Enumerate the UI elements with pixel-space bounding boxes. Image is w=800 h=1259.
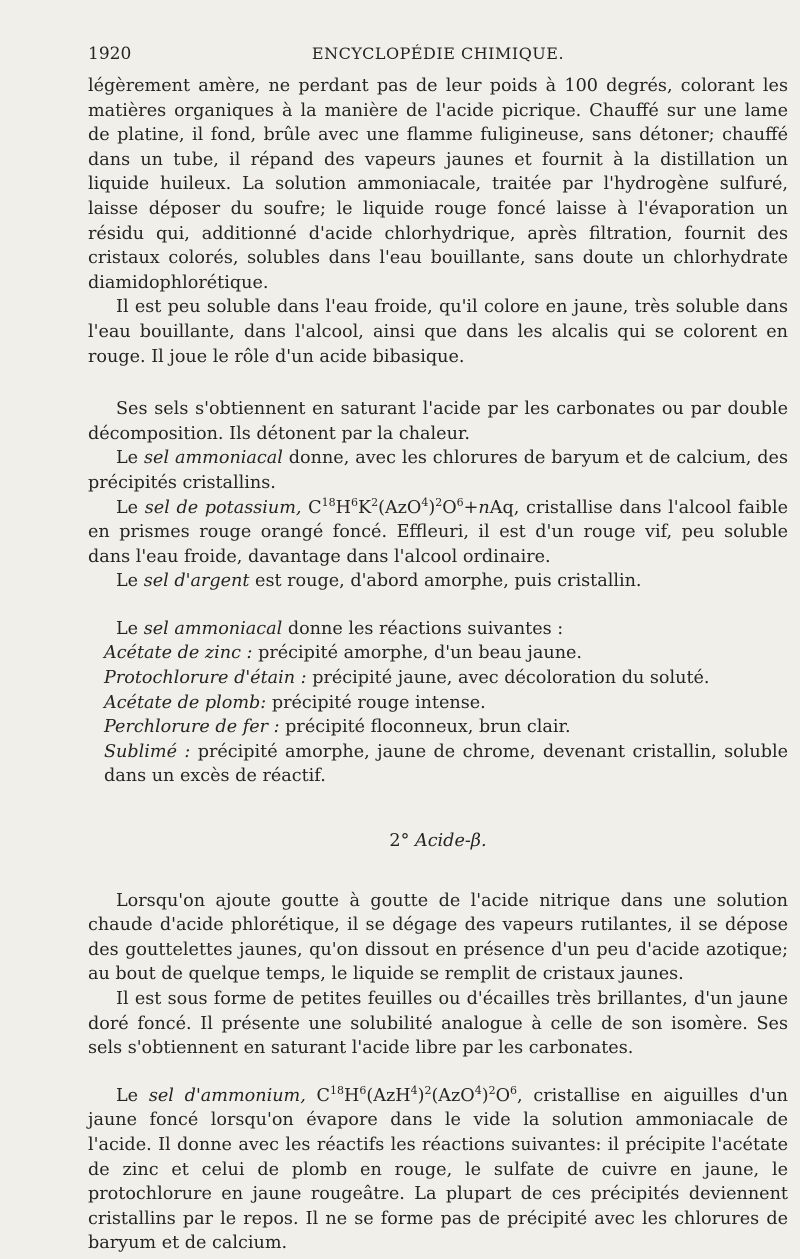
paragraph: Le sel d'argent est rouge, d'abord amorphe, puis cristallin. bbox=[116, 571, 642, 592]
reagent-name: Sublimé : bbox=[104, 741, 191, 762]
paragraph: Le sel ammoniacal donne les réactions suivantes : bbox=[116, 618, 564, 639]
salt-name: sel d'ammonium, bbox=[148, 1085, 306, 1106]
salt-name: sel de potassium, bbox=[144, 497, 302, 518]
chemical-formula: $C^{18}H^6(AzH^4)^2(AzO^4)^2O^6$, bbox=[305, 1083, 523, 1106]
reaction-line: Sublimé : précipité amorphe, jaune de chrome, devenant cristallin, soluble dans un excès de réactif. bbox=[104, 741, 789, 787]
paragraph: Le sel ammoniacal donne, avec les chlorures de baryum et de calcium, des précipités cristallins. bbox=[88, 448, 788, 493]
paragraph: Lorsqu'on ajoute goutte à goutte de l'acide nitrique dans une solution chaude d'acide phlorétique, il se dégage des vapeurs rutilantes, il se dépose des gouttelettes jaunes, qu'on dissout en présence d'un peu d'acide azotique; au bout de quelque temps, le liquide se remplit de cristaux jaunes. bbox=[88, 890, 788, 985]
reagent-name: Acétate de plomb: bbox=[104, 692, 267, 713]
reagent-name: Protochlorure d'étain : bbox=[104, 668, 307, 689]
paragraph: Ses sels s'obtiennent en saturant l'acide par les carbonates ou par double décomposition. Ils détonent par la chaleur. bbox=[88, 399, 788, 444]
section-title: 2° Acide-β. bbox=[389, 831, 487, 852]
page-header bbox=[88, 44, 788, 68]
chemical-formula: $C^{18}H^6K^2(AzO^4)^2O^6+nAq$, bbox=[301, 495, 520, 518]
paragraph: légèrement amère, ne perdant pas de leur poids à 100 degrés, colorant les matières organiques à la manière de l'acide picrique. Chauffé sur une lame de platine, il fond, brûle avec une flamme fuligineuse, sans détoner; chauffé dans un tube, il répand des vapeurs jaunes et fournit à la distillation un liquide huileux. La solution ammoniacale, traitée par l'hydrogène sulfuré, laisse déposer du soufre; le liquide rouge foncé laisse à l'évaporation un résidu qui, additionné d'acide chlorhydrique, après filtration, fournit des cristaux colorés, solubles dans l'eau bouillante, sans doute un chlorhydrate diamidophlorétique. bbox=[88, 76, 788, 293]
body-text bbox=[88, 74, 788, 1256]
reaction-line: Acétate de plomb: précipité rouge intense. bbox=[104, 692, 486, 713]
reaction-line: Protochlorure d'étain : précipité jaune, avec décoloration du soluté. bbox=[104, 668, 710, 689]
paragraph: Le sel d'ammonium, $C^{18}H^6(AzH^4)^2(AzO^4)^2O^6$, cristallise en aiguilles d'un jaune foncé lorsqu'on évapore dans le vide la solution ammoniacale de l'acide. Il donne avec les réactifs les réactions suivantes: il précipite l'acétate de zinc et celui de plomb en rouge, le sulfate de cuivre en jaune, le protochlorure en jaune rougeâtre. La plupart de ces précipités deviennent cristallins par le repos. Il ne se forme pas de précipité avec les chlorures de baryum et de calcium. bbox=[88, 1083, 788, 1254]
paragraph: Le sel de potassium, $C^{18}H^6K^2(AzO^4)^2O^6+nAq$, cristallise dans l'alcool faible en prismes rouge orangé foncé. Effleuri, il est d'un rouge vif, peu soluble dans l'eau froide, davantage dans l'alcool ordinaire. bbox=[88, 495, 788, 567]
paragraph: Il est peu soluble dans l'eau froide, qu'il colore en jaune, très soluble dans l'eau bouillante, dans l'alcool, ainsi que dans les alcalis qui se colorent en rouge. Il joue le rôle d'un acide bibasique. bbox=[88, 297, 788, 367]
salt-name: sel ammoniacal bbox=[144, 448, 283, 469]
reagent-name: Acétate de zinc : bbox=[104, 643, 253, 664]
reaction-line: Acétate de zinc : précipité amorphe, d'un beau jaune. bbox=[104, 643, 583, 664]
page-number: 1920 bbox=[88, 44, 132, 64]
paragraph: Il est sous forme de petites feuilles ou d'écailles très brillantes, d'un jaune doré foncé. Il présente une solubilité analogue à celle de son isomère. Ses sels s'obtiennent en saturant l'acide libre par les carbonates. bbox=[88, 989, 788, 1059]
reagent-name: Perchlorure de fer : bbox=[104, 717, 280, 738]
salt-name: sel ammoniacal bbox=[143, 618, 283, 639]
salt-name: sel d'argent bbox=[143, 571, 250, 592]
running-title: ENCYCLOPÉDIE CHIMIQUE. bbox=[311, 44, 565, 63]
reaction-line: Perchlorure de fer : précipité floconneux, brun clair. bbox=[104, 717, 571, 738]
